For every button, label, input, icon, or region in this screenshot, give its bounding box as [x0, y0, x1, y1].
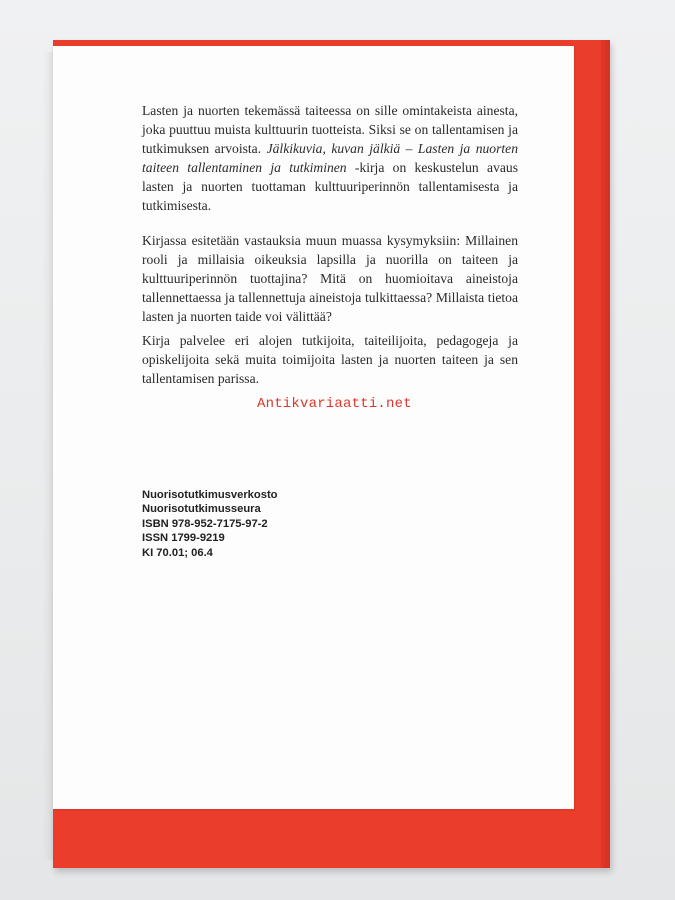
description-paragraph-3: Kirja palvelee eri alojen tutkijoita, taiteilijoita, pedagogeja ja opiskelijoita sekä muita toimijoita lasten ja nuorten taiteen ja sen tallentamisen parissa. — [142, 333, 518, 386]
paragraph-1-intro: Lasten ja nuorten tekemässä taiteessa on sille omintakeista ainesta, joka puuttuu muista kulttuurin tuotteista. Siksi se on tallentamisen ja tutkimuksen arvoista. — [142, 103, 518, 156]
issn-line: ISSN 1799-9219 — [142, 532, 225, 545]
book-title-italic: Jälkikuvia, kuvan jälkiä – Lasten ja nuorten taiteen tallentaminen ja tutkiminen — [142, 140, 518, 175]
book-spine-edge — [601, 40, 610, 868]
publisher-name-1: Nuorisotutkimusverkosto — [142, 489, 278, 501]
description-paragraph-1 — [142, 102, 518, 215]
publisher-info-block — [142, 488, 278, 560]
paragraph-1-outro: -kirja on keskustelun avaus lasten ja nuorten tuottaman kulttuuriperinnön tallentamisesta ja tutkimisesta. — [142, 159, 518, 213]
seller-watermark: Antikvariaatti.net — [257, 396, 412, 412]
isbn-line: ISBN 978-952-7175-97-2 — [142, 517, 268, 530]
classification-line: KI 70.01; 06.4 — [142, 546, 213, 559]
publisher-name-2: Nuorisotutkimusseura — [142, 503, 261, 516]
description-paragraph-2: Kirjassa esitetään vastauksia muun muassa kysymyksiin: Millainen rooli ja millaisia oikeuksia lapsilla ja nuorilla on taiteen ja kulttuuriperinnön tuottajina? Mitä on huomioitava aineistoja tallennettaessa ja tallennettuja aineistoja tulkittaessa? Millaista tietoa lasten ja nuorten taide voi välittää? — [142, 233, 518, 324]
